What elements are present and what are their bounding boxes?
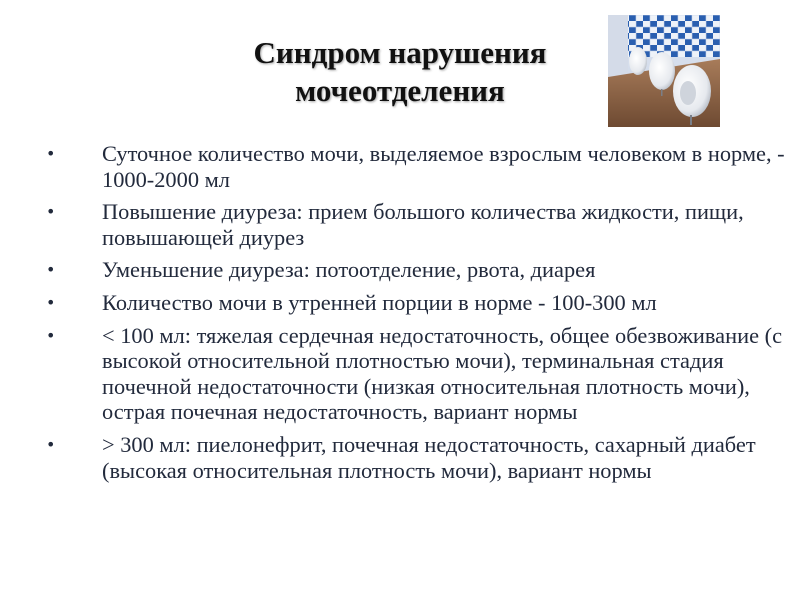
bullet-marker: • — [46, 292, 56, 312]
bullet-text: Количество мочи в утренней порции в норме - 100-300 мл — [102, 289, 657, 315]
bullet-item — [38, 323, 788, 425]
bullet-item — [38, 432, 788, 483]
bullet-text: Повышение диуреза: прием большого количества жидкости, пищи, повышающей диурез — [102, 199, 744, 250]
bullet-text: Суточное количество мочи, выделяемое взрослым человеком в норме, - 1000-2000 мл — [102, 141, 785, 192]
bullet-marker: • — [46, 325, 56, 345]
bullet-item — [38, 257, 788, 283]
slide-title — [160, 34, 640, 110]
bullet-text: Уменьшение диуреза: потоотделение, рвота, диарея — [102, 257, 596, 283]
bullet-marker: • — [46, 202, 56, 222]
bullet-marker: • — [46, 434, 56, 454]
bullet-list — [38, 141, 788, 490]
bullet-marker: • — [46, 260, 56, 280]
bullet-text: < 100 мл: тяжелая сердечная недостаточность, общее обезвоживание (с высокой относительной плотностью мочи), терминальная стадия почечной недостаточности (низкая относительная плотность мочи), острая почечная недостаточность, вариант нормы — [102, 322, 783, 425]
title-line-1: Синдром нарушения — [253, 35, 547, 70]
bullet-item — [38, 290, 788, 316]
urinals-photo — [608, 15, 720, 127]
bullet-marker: • — [46, 144, 56, 163]
bullet-item — [38, 199, 788, 250]
title-line-2: мочеотделения — [295, 73, 505, 108]
bullet-text: > 300 мл: пиелонефрит, почечная недостаточность, сахарный диабет (высокая относительная плотность мочи), вариант нормы — [102, 431, 756, 483]
bullet-item — [38, 141, 788, 192]
